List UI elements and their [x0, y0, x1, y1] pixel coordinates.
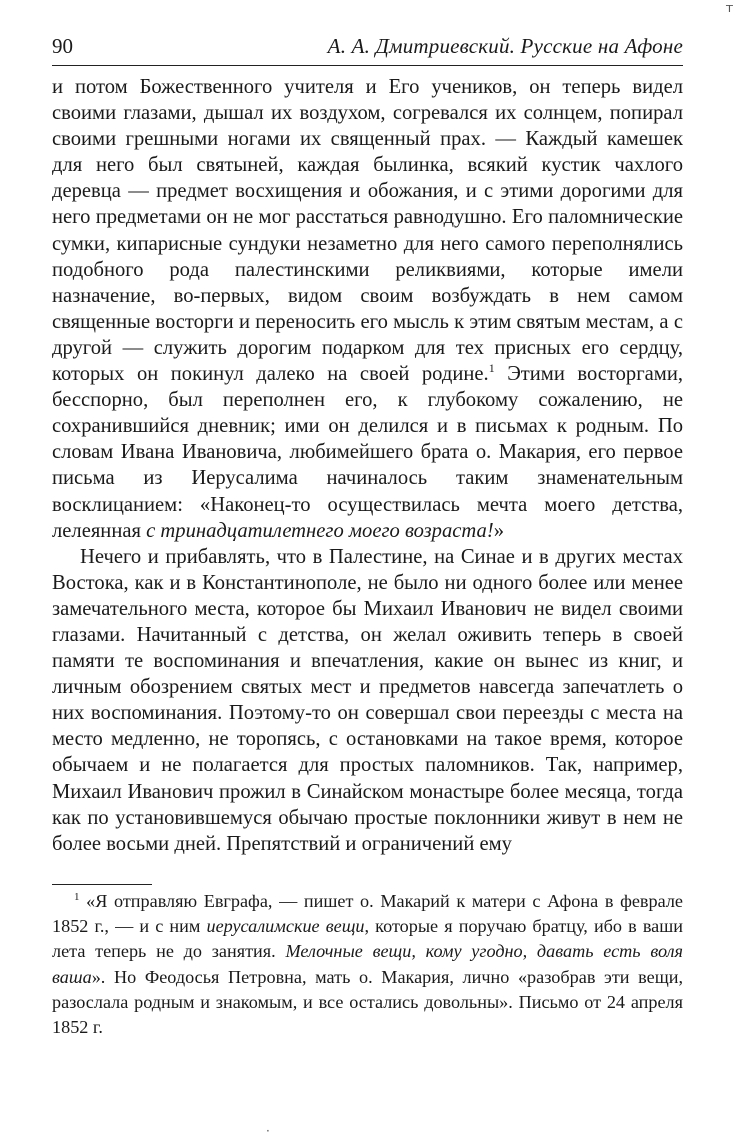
footnote-reference: 1 [488, 361, 495, 376]
footnote-text-1: «Я отправляю Евграфа, — пишет о. Макарий к матери с Афона в феврале 1852 г., — и с ним [52, 891, 683, 937]
footnote-text-2: , которые я поручаю братцу, ибо в ваши лета теперь не до занятия. [52, 916, 683, 962]
running-title: А. А. Дмитриевский. Русские на Афоне [327, 34, 683, 58]
footnote [52, 889, 683, 1040]
closing-quote-mark: » [493, 519, 504, 542]
scan-artifact-dot: · [266, 1124, 270, 1138]
footnote-italic-2: Мелочные вещи, кому угодно, давать есть воля ваша [52, 941, 683, 987]
main-text [52, 74, 683, 857]
scan-artifact-mark: ᵀ [726, 2, 733, 23]
footnote-paragraph [52, 889, 683, 1040]
header-rule [52, 65, 683, 66]
footnote-text-3: ». Но Феодосья Петровна, мать о. Макария, лично «разобрав эти вещи, разослала родным и знакомым, и все остались довольны». Письмо от 24 апреля 1852 г. [52, 966, 683, 1038]
footnote-italic-1: иерусалимские вещи [206, 916, 365, 937]
paragraph-1-text-a: и потом Божественного учителя и Его учеников, он теперь видел своими глазами, дышал их воздухом, согревался их солнцем, попирал своими грешными ногами их священный прах. — Каждый камешек для него был святыней, каждая былинка, всякий кустик чахлого деревца — предмет восхищения и обожания, и с этими дорогими для него предметами он не мог расстаться равнодушно. Его паломнические сумки, кипарисные сундуки незаметно для него самого переполнялись подобного рода палестинскими реликвиями, которые имели назначение, во-первых, видом своим возбуждать в нем самом священные восторги и переносить его мысль к этим святым местам, а с другой — служить дорогим подарком для тех присных его сердцу, которых он покинул далеко на своей родине. [52, 76, 683, 386]
footnote-number: 1 [74, 891, 80, 903]
page-number: 90 [52, 34, 73, 58]
footnote-rule [52, 884, 152, 885]
page-header [52, 30, 683, 60]
paragraph-1 [52, 74, 683, 544]
paragraph-1-text-b: Этими восторгами, бесспорно, был переполнен его, к глубокому сожалению, не сохранившийся дневник; ими он делился и в письмах к родным. По словам Ивана Ивановича, любимейшего брата о. Макария, его первое письма из Иерусалима начиналось таким знаменательным восклицанием: «Наконец-то осуществилась мечта моего детства, лелеянная [52, 363, 684, 542]
italic-quote: с тринадцатилетнего моего возраста! [146, 519, 494, 542]
paragraph-2: Нечего и прибавлять, что в Палестине, на Синае и в других местах Востока, как и в Константинополе, не было ни одного более или менее замечательного места, которое бы Михаил Иванович не видел своими глазами. Начитанный с детства, он желал оживить теперь в своей памяти те воспоминания и впечатления, какие он вынес из книг, и личным обозрением святых мест и предметов навсегда запечатлеть о них воспоминания. Поэтому-то он совершал свои переезды с места на место медленно, не торопясь, с остановками на такое время, которое обычаем и не полагается для простых паломников. Так, например, Михаил Иванович прожил в Синайском монастыре более месяца, тогда как по установившемуся обычаю простые поклонники живут в нем не более восьми дней. Препятствий и ограничений ему [52, 545, 683, 855]
